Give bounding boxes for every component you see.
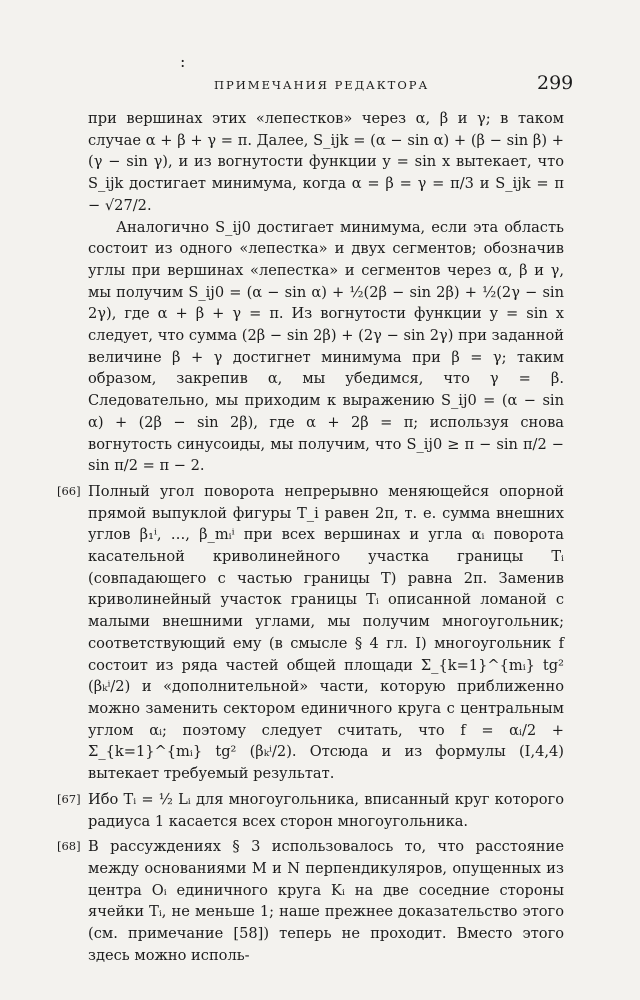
note-68 [57, 836, 564, 966]
note-66-text: Полный угол поворота непрерывно меняющейся опорной прямой выпуклой фигуры T_i равен 2π, т. е. сумма внешних углов β₁ⁱ, …, β_mᵢⁱ при всех вершинах и угла αᵢ поворота касательной криволинейного участка границы Tᵢ (совпадающего с частью границы T) равна 2π. Заменив криволинейный участок границы Tᵢ описанной ломаной с малыми внешними углами, мы получим многоугольник; соответствующий ему (в смысле § 4 гл. I) многоугольник f состоит из ряда частей общей площади Σ_{k=1}^{mᵢ} tg² (βₖⁱ/2) и «дополнительной» части, которую приближенно можно заменить сектором единичного круга с центральным углом αᵢ; поэтому следует считать, что f = αᵢ/2 + Σ_{k=1}^{mᵢ} tg² (βₖⁱ/2). Отсюда и из формулы (I,4,4) вытекает требуемый результат. [88, 482, 564, 783]
note-ref-67: [67] [57, 791, 81, 806]
page-number: 299 [537, 72, 574, 94]
note-67-text: Ибо Tᵢ = ½ Lᵢ для многоугольника, вписанный круг которого радиуса 1 касается всех сторон многоугольника. [88, 790, 564, 830]
note-66 [57, 481, 564, 785]
note-68-text: В рассуждениях § 3 использовалось то, что расстояние между основаниями M и N перпендикуляров, опущенных из центра Oᵢ единичного круга Kᵢ на две соседние стороны ячейки Tᵢ, не меньше 1; наше прежнее доказательство этого (см. примечание [58]) теперь не проходит. Вместо этого здесь можно исполь- [88, 838, 564, 964]
page-body [57, 108, 564, 966]
note-ref-66: [66] [57, 483, 81, 498]
running-header: ПРИМЕЧАНИЯ РЕДАКТОРА [214, 78, 430, 92]
page-mark: : [180, 52, 185, 71]
paragraph-2: Аналогично S_ij0 достигает минимума, если эта область состоит из одного «лепестка» и двух сегментов; обозначив углы при вершинах «лепестка» и сегментов через α, β и γ, мы получим S_ij0 = (α − sin α) + ½(2β − sin 2β) + ½(2γ − sin 2γ), где α + β + γ = π. Из вогнутости функции y = sin x следует, что сумма (2β − sin 2β) + (2γ − sin 2γ) при заданной величине β + γ достигнет минимума при β = γ; таким образом, закрепив α, мы убедимся, что γ = β. Следовательно, мы приходим к выражению S_ij0 = (α − sin α) + (2β − sin 2β), где α + 2β = π; используя снова вогнутость синусоиды, мы получим, что S_ij0 ≥ π − sin π/2 − sin π/2 = π − 2. [88, 218, 564, 475]
note-ref-68: [68] [57, 839, 81, 854]
paragraph-1: при вершинах этих «лепестков» через α, β и γ; в таком случае α + β + γ = π. Далее, S_ijk = (α − sin α) + (β − sin β) + (γ − sin γ), и из вогнутости функции y = sin x вытекает, что S_ijk достигает минимума, когда α = β = γ = π/3 и S_ijk = π − √27/2. [88, 110, 564, 214]
note-67 [57, 789, 564, 832]
